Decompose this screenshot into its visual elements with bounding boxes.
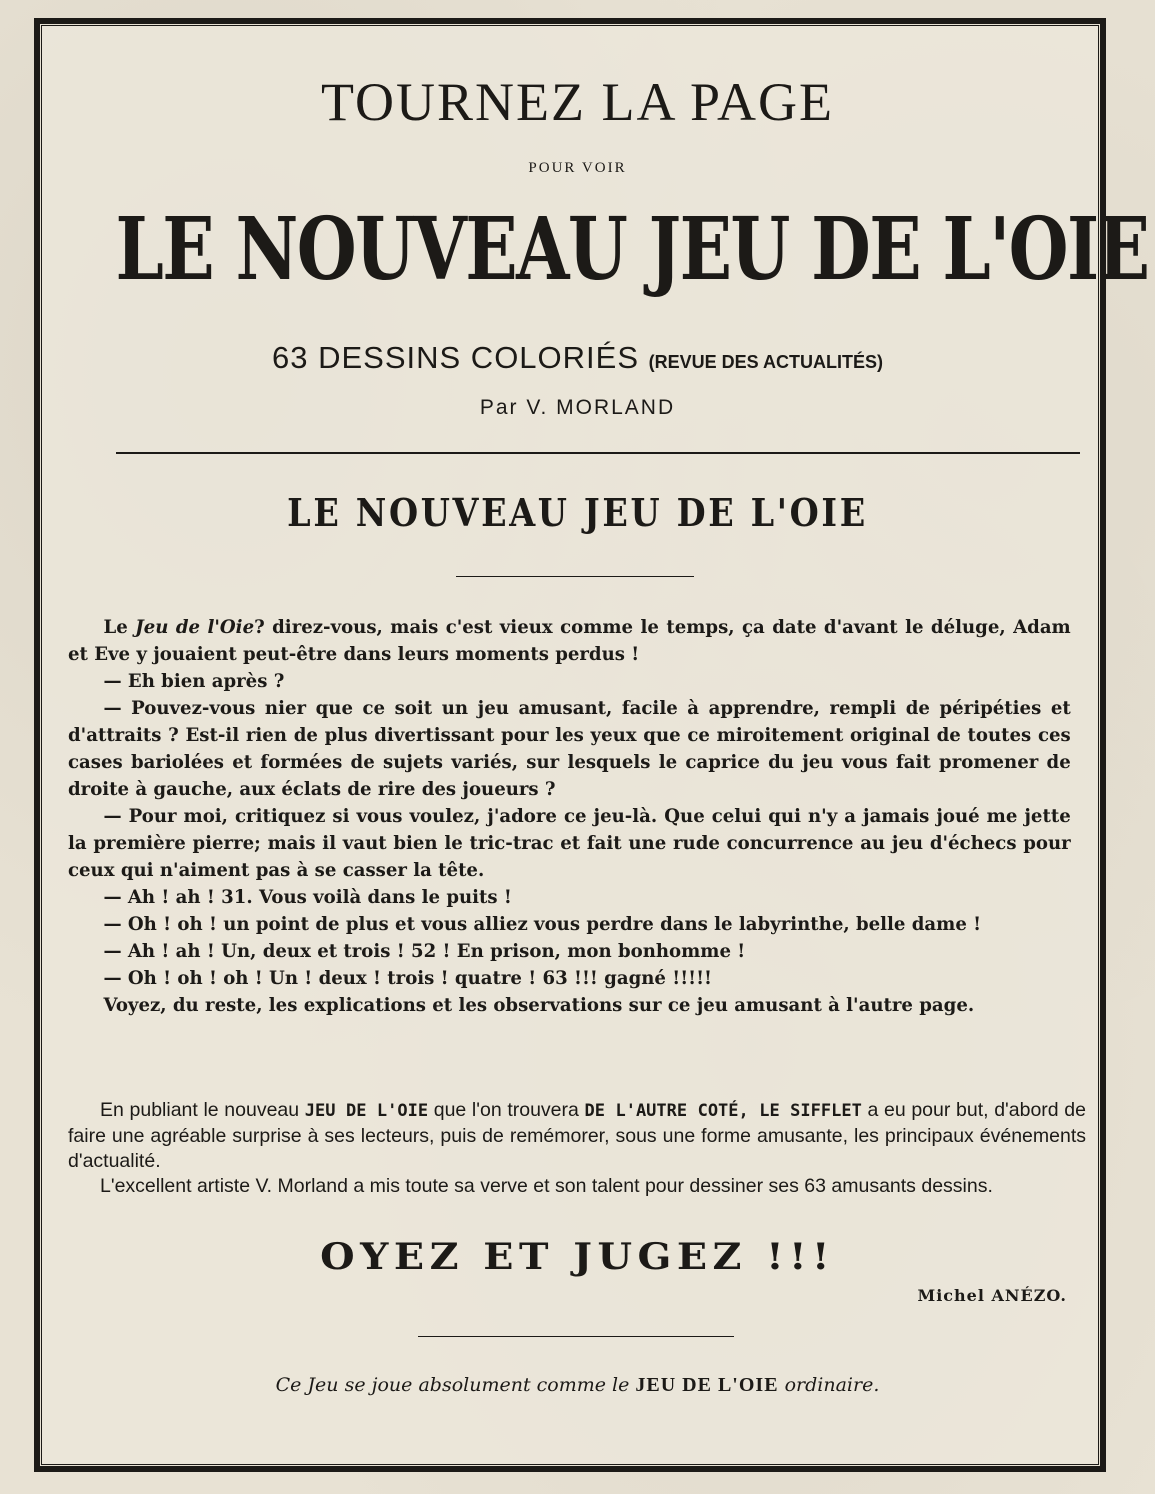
paragraph-text: Le — [103, 617, 136, 638]
caps-text: DE L'AUTRE COTÉ, LE SIFFLET — [584, 1101, 862, 1121]
oyez-heading: OYEZ ET JUGEZ !!! — [320, 1236, 835, 1278]
article-paragraph — [68, 614, 1071, 668]
dessins-subtitle: (REVUE DES ACTUALITÉS) — [648, 352, 883, 372]
article-paragraph: — Oh ! oh ! oh ! Un ! deux ! trois ! quatre ! 63 !!! gagné !!!!! — [103, 968, 713, 989]
publication-paragraph: L'excellent artiste V. Morland a mis toute sa verve et son talent pour dessiner ses 63 amusants dessins. — [100, 1175, 993, 1197]
dessins-label: 63 DESSINS COLORIÉS — [272, 340, 640, 375]
paragraph-text: En publiant le nouveau — [100, 1099, 305, 1121]
title-underline — [456, 576, 694, 577]
footer-note — [0, 1374, 1155, 1397]
article-paragraph: — Ah ! ah ! 31. Vous voilà dans le puits ! — [103, 887, 512, 908]
article-paragraph: Voyez, du reste, les explications et les observations sur ce jeu amusant à l'autre page. — [103, 995, 975, 1016]
main-title: LE NOUVEAU JEU DE L'OIE — [115, 199, 1149, 300]
article-paragraph: — Pour moi, critiquez si vous voulez, j'adore ce jeu-là. Que celui qui n'y a jamais joué me jette la première pierre; mais il vaut bien le tric-trac et fait une rude concurrence au jeu d'échecs pour ceux qui n'aiment pas à se casser la tête. — [68, 806, 1071, 881]
paragraph-text: que l'on trouvera — [428, 1099, 585, 1121]
dessins-line — [0, 340, 1155, 376]
footer-italic: Ce Jeu se joue absolument comme le — [275, 1374, 630, 1396]
pour-voir-label: POUR VOIR — [528, 160, 627, 176]
paragraph-text: a eu pour but, d'abord de faire une agréable surprise à ses lecteurs, puis de remémorer, sous une forme amusante, les principaux événements d'actualité. — [68, 1099, 1086, 1172]
article-paragraph: — Ah ! ah ! Un, deux et trois ! 52 ! En prison, mon bonhomme ! — [103, 941, 746, 962]
article-paragraph: — Eh bien après ? — [103, 671, 285, 692]
publication-notice — [68, 1098, 1086, 1199]
author-line: Par V. MORLAND — [479, 396, 676, 419]
italic-title: Jeu de l'Oie — [135, 617, 255, 638]
footer-caps: JEU DE L'OIE — [635, 1374, 779, 1396]
turn-page-heading: TOURNEZ LA PAGE — [320, 72, 835, 132]
signature: Michel ANÉZO. — [917, 1286, 1067, 1305]
footer-rule — [418, 1336, 734, 1337]
publication-paragraph — [68, 1098, 1086, 1174]
caps-text: JEU DE L'OIE — [304, 1101, 429, 1121]
article-title: LE NOUVEAU JEU DE L'OIE — [287, 490, 868, 535]
article-body — [68, 614, 1071, 1019]
article-paragraph: — Oh ! oh ! un point de plus et vous alliez vous perdre dans le labyrinthe, belle dame ! — [103, 914, 982, 935]
paragraph-text: ? direz-vous, mais c'est vieux comme le temps, ça date d'avant le déluge, Adam et Eve y jouaient peut-être dans leurs moments perdus ! — [68, 617, 1071, 665]
divider-rule — [116, 452, 1080, 454]
article-paragraph: — Pouvez-vous nier que ce soit un jeu amusant, facile à apprendre, rempli de péripéties et d'attraits ? Est-il rien de plus divertissant pour les yeux que ce miroitement original de toutes ces cases bariolées et formées de sujets variés, sur lesquels le caprice du jeu vous fait promener de droite à gauche, aux éclats de rire des joueurs ? — [68, 698, 1071, 800]
footer-end: ordinaire. — [784, 1374, 880, 1396]
